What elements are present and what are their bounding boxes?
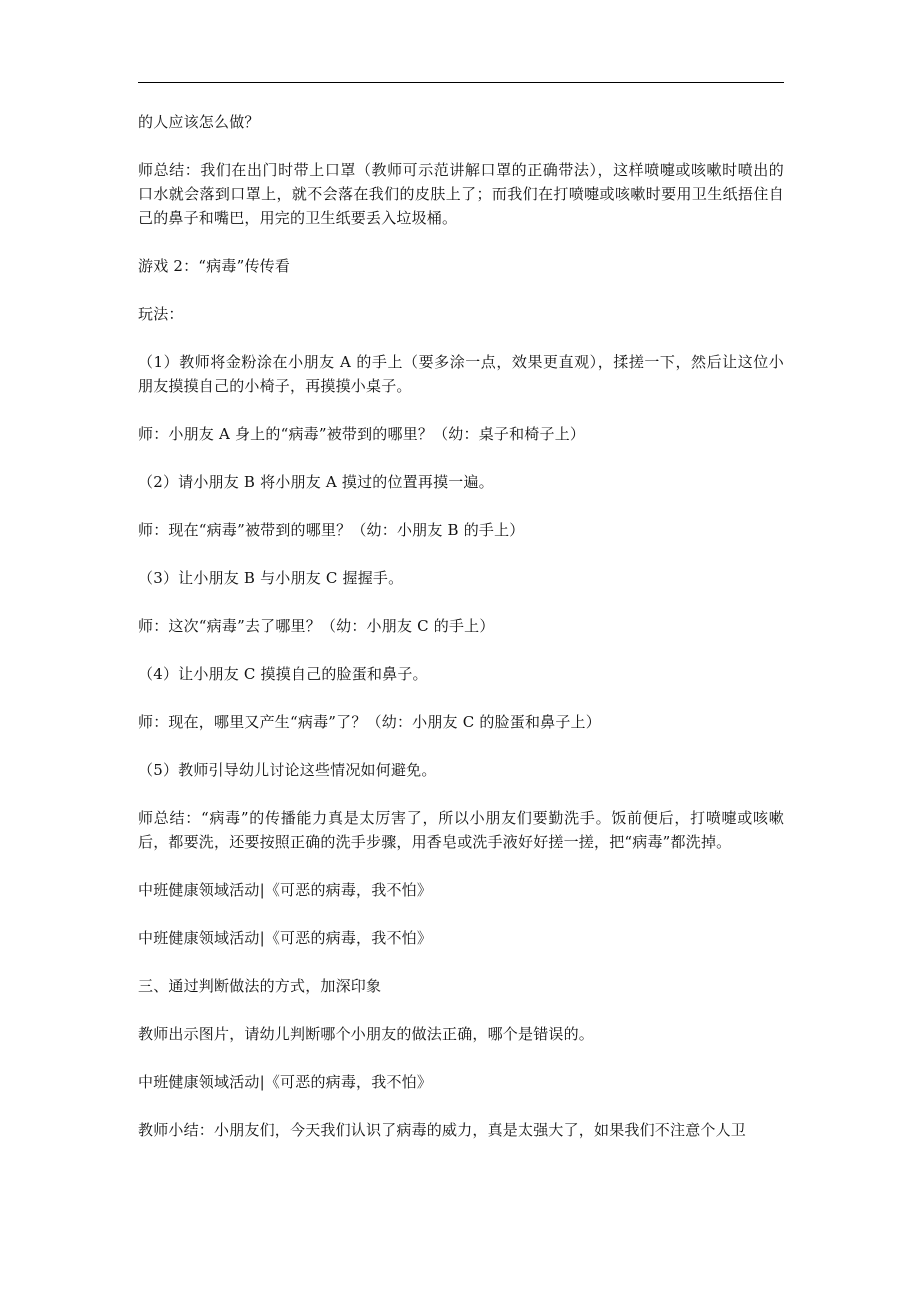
paragraph-teacher-summary-mask: 师总结：我们在出门时带上口罩（教师可示范讲解口罩的正确带法），这样喷嚏或咳嗽时喷出的口水就会落到口罩上，就不会落在我们的皮肤上了；而我们在打喷嚏或咳嗽时要用卫生纸捂住自己的鼻子和嘴巴，用完的卫生纸要丢入垃圾桶。 <box>138 161 784 227</box>
paragraph-section-3-heading: 三、通过判断做法的方式，加深印象 <box>138 977 382 995</box>
paragraph-question-continuation: 的人应该怎么做？ <box>138 113 260 131</box>
paragraph-gameplay-label: 玩法： <box>138 305 184 323</box>
paragraph-teacher-summary-virus: 师总结：“病毒”的传播能力真是太厉害了，所以小朋友们要勤洗手。饭前便后，打喷嚏或咳嗽后，都要洗，还要按照正确的洗手步骤，用香皂或洗手液好好搓一搓，把“病毒”都洗掉。 <box>138 809 784 851</box>
document-body <box>138 110 784 1166</box>
paragraph-step-2: （2）请小朋友 B 将小朋友 A 摸过的位置再摸一遍。 <box>138 473 494 491</box>
paragraph-teacher-question-2: 师：现在“病毒”被带到的哪里？（幼：小朋友 B 的手上） <box>138 521 525 539</box>
paragraph-step-5: （5）教师引导幼儿讨论这些情况如何避免。 <box>138 761 437 779</box>
paragraph-teacher-question-4: 师：现在，哪里又产生“病毒”了？（幼：小朋友 C 的脸蛋和鼻子上） <box>138 713 601 731</box>
paragraph-teacher-question-1: 师：小朋友 A 身上的“病毒”被带到的哪里？（幼：桌子和椅子上） <box>138 425 586 443</box>
paragraph-activity-title-2: 中班健康领域活动|《可恶的病毒，我不怕》 <box>138 929 433 947</box>
paragraph-teacher-conclusion: 教师小结：小朋友们，今天我们认识了病毒的威力，真是太强大了，如果我们不注意个人卫 <box>138 1121 747 1139</box>
header-rule <box>138 82 784 83</box>
paragraph-show-pictures: 教师出示图片，请幼儿判断哪个小朋友的做法正确，哪个是错误的。 <box>138 1025 595 1043</box>
paragraph-step-1: （1）教师将金粉涂在小朋友 A 的手上（要多涂一点，效果更直观），揉搓一下，然后让这位小朋友摸摸自己的小椅子，再摸摸小桌子。 <box>138 353 784 395</box>
paragraph-step-4: （4）让小朋友 C 摸摸自己的脸蛋和鼻子。 <box>138 665 428 683</box>
paragraph-teacher-question-3: 师：这次“病毒”去了哪里？（幼：小朋友 C 的手上） <box>138 617 495 635</box>
paragraph-step-3: （3）让小朋友 B 与小朋友 C 握握手。 <box>138 569 404 587</box>
paragraph-game-2-title: 游戏 2：“病毒”传传看 <box>138 257 291 275</box>
paragraph-activity-title-1: 中班健康领域活动|《可恶的病毒，我不怕》 <box>138 881 433 899</box>
paragraph-activity-title-3: 中班健康领域活动|《可恶的病毒，我不怕》 <box>138 1073 433 1091</box>
